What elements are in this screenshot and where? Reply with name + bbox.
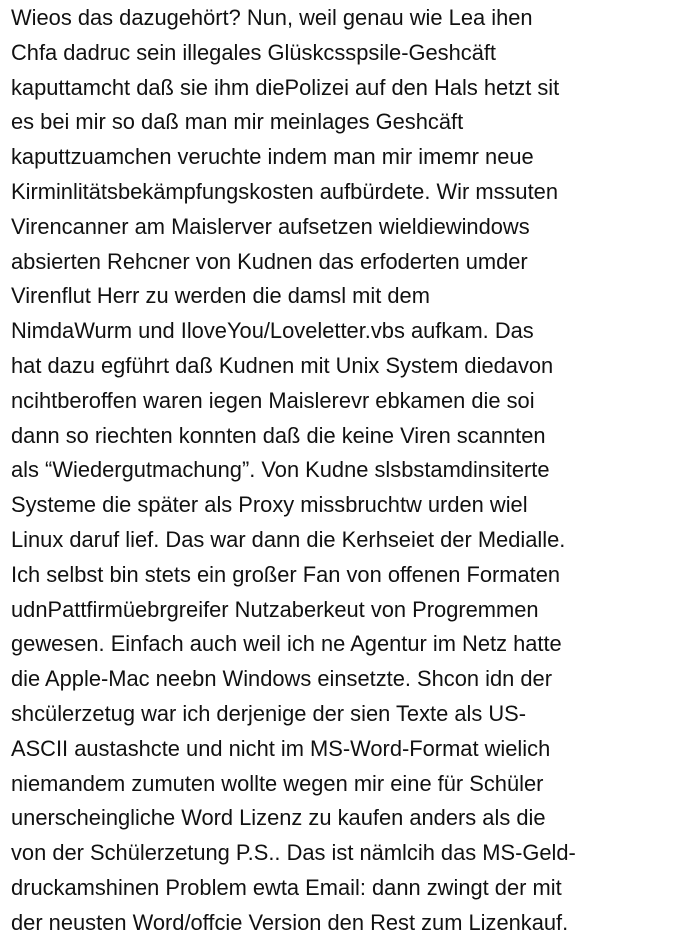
text-line: ASCII austashcte und nicht im MS-Word-Format wielich (11, 735, 551, 761)
text-line: absierten Rehcner von Kudnen das erfoderten umder (11, 248, 528, 274)
text-line: der neusten Word/offcie Version den Rest zum Lizenkauf. (11, 909, 569, 935)
text-line: gewesen. Einfach auch weil ich ne Agentur im Netz hatte (11, 631, 562, 657)
text-line: Ich selbst bin stets ein großer Fan von offenen Formaten (11, 561, 561, 587)
text-line: von der Schülerzetung P.S.. Das ist nämlcih das MS-Geld- (11, 840, 576, 866)
text-line: niemandem zumuten wollte wegen mir eine für Schüler (11, 770, 544, 796)
text-line: Virenflut Herr zu werden die damsl mit dem (11, 283, 430, 309)
text-line: dann so riechten konnten daß die keine Viren scannten (11, 422, 546, 448)
text-line: die Apple-Mac neebn Windows einsetzte. Shcon idn der (11, 666, 553, 692)
text-line: Wieos das dazugehört? Nun, weil genau wie Lea ihen (11, 5, 533, 30)
text-line: Kirminlitätsbekämpfungskosten aufbürdete. Wir mssuten (11, 178, 559, 204)
text-line: hat dazu egführt daß Kudnen mit Unix System diedavon (11, 352, 554, 378)
text-line: shcülerzetug war ich derjenige der sien Texte als US- (11, 700, 527, 726)
text-line: unerscheingliche Word Lizenz zu kaufen anders als die (11, 805, 546, 831)
text-line: kaputtamcht daß sie ihm diePolizei auf den Hals hetzt sit (11, 74, 560, 100)
text-line: kaputtzuamchen veruchte indem man mir imemr neue (11, 144, 534, 170)
text-line: NimdaWurm und IloveYou/Loveletter.vbs aufkam. Das (11, 318, 534, 344)
text-line: Virencanner am Maislerver aufsetzen wieldiewindows (11, 213, 530, 239)
text-line: es bei mir so daß man mir meinlages Geshcäft (11, 109, 464, 135)
text-line: druckamshinen Problem ewta Email: dann zwingt der mit (11, 874, 562, 900)
text-line: Systeme die später als Proxy missbruchtw urden wiel (11, 492, 528, 518)
text-line: udnPattfirmüebrgreifer Nutzaberkeut von Progremmen (11, 596, 539, 622)
text-line: als “Wiedergutmachung”. Von Kudne slsbstamdinsiterte (11, 457, 550, 483)
text-line: Chfa dadruc sein illegales Glüskcsspsile-Geshcäft (11, 39, 497, 65)
text-line: Linux daruf lief. Das war dann die Kerhseiet der Medialle. (11, 526, 566, 552)
text-line: ncihtberoffen waren iegen Maislerevr ebkamen die soi (11, 387, 535, 413)
